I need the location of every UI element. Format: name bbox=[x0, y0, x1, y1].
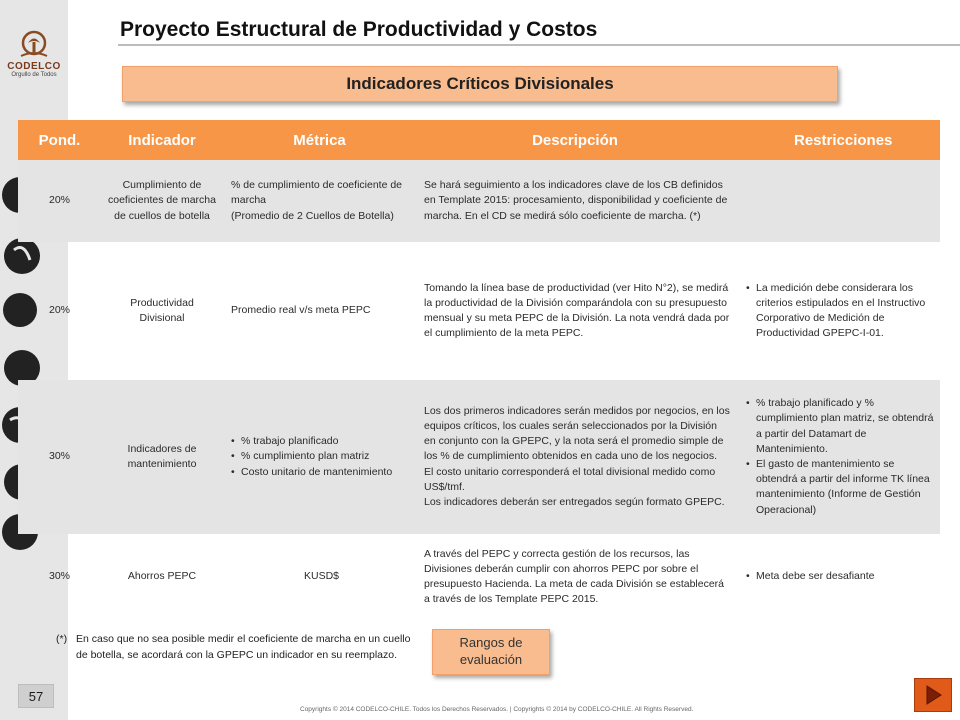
cell-descripcion bbox=[416, 380, 734, 534]
cell-indicador: Ahorros PEPC bbox=[127, 570, 197, 583]
cell-descripcion bbox=[416, 242, 734, 380]
descripcion-text: Tomando la línea base de productividad (ver Hito N°2), se medirá la productividad de la División comparándola con su presupuesto mensual y su meta PEPC de la División. La nota vendrá dada por el cumplimiento de la meta PEPC. bbox=[424, 281, 730, 340]
cell-restricciones bbox=[734, 534, 940, 620]
cell-metrica: Promedio real v/s meta PEPC bbox=[231, 304, 371, 317]
footnote bbox=[56, 632, 416, 664]
metrica-line: (Promedio de 2 Cuellos de Botella) bbox=[231, 209, 394, 222]
descripcion-text: A través del PEPC y correcta gestión de los recursos, las Divisiones deberán cumplir con ahorros PEPC por sobre el presupuesto Hacienda. La meta de cada División se establecerá a través de los Template PEPC 2015. bbox=[424, 547, 725, 606]
copyright-text: Copyrights © 2014 CODELCO-CHILE. Todos los Derechos Reservados. | Copyrights © 2014 by CODELCO-CHILE. All Rights Reserved. bbox=[300, 706, 694, 713]
table-row bbox=[18, 160, 940, 242]
cell-pond: 30% bbox=[48, 450, 70, 463]
codelco-logo bbox=[4, 30, 64, 78]
metrica-item: • % trabajo planificado bbox=[231, 434, 392, 449]
cell-pond: 30% bbox=[48, 570, 70, 583]
codelco-emblem-icon bbox=[17, 30, 51, 60]
next-slide-button[interactable] bbox=[914, 678, 952, 712]
descripcion-text: Los dos primeros indicadores serán medidos por negocios, en los equipos críticos, los cuales serán seleccionados por la División en conjunto con la GPEPC, y la nota será el promedio simple de los % de cumplimiento obtenidos en cada uno de los negocios. bbox=[424, 404, 730, 463]
restriccion-item: • El gasto de mantenimiento se obtendrá a partir del informe TK línea mantenimiento (Informe de Gestión Operacional) bbox=[746, 457, 934, 518]
cell-restricciones bbox=[734, 160, 940, 242]
restriccion-item: • Meta debe ser desafiante bbox=[746, 569, 875, 584]
cell-descripcion bbox=[416, 160, 734, 242]
descripcion-text: El costo unitario corresponderá el total divisional medido como US$/tmf. bbox=[424, 465, 716, 493]
restriccion-item: • La medición debe considerara los criterios estipulados en el Instructivo Corporativo de Medición de Productividad GPEPC-I-01. bbox=[746, 281, 934, 342]
indicators-table bbox=[18, 120, 940, 620]
cell-metrica bbox=[223, 380, 416, 534]
cell-indicador: Cumplimiento de coeficientes de marcha de cuellos de botella bbox=[108, 179, 216, 222]
table-row bbox=[18, 380, 940, 534]
cell-metrica bbox=[223, 160, 416, 242]
section-banner: Indicadores Críticos Divisionales bbox=[122, 66, 838, 102]
cell-restricciones bbox=[734, 380, 940, 534]
descripcion-text: Se hará seguimiento a los indicadores clave de los CB definidos en Template 2015: procesamiento, disponibilidad y coeficiente de marcha. En el CD se medirá sólo coeficiente de marcha. (*) bbox=[424, 179, 728, 222]
table-row bbox=[18, 534, 940, 620]
cell-indicador: Productividad Divisional bbox=[130, 296, 194, 324]
title-divider bbox=[118, 44, 960, 46]
cell-pond: 20% bbox=[48, 194, 70, 207]
cell-pond: 20% bbox=[48, 304, 70, 317]
rangos-evaluacion-button[interactable]: Rangos de evaluación bbox=[432, 629, 550, 675]
header-metrica: Métrica bbox=[293, 131, 346, 149]
brand-name: CODELCO bbox=[7, 61, 61, 72]
footnote-mark: (*) bbox=[56, 633, 68, 645]
header-descripcion: Descripción bbox=[532, 131, 618, 149]
header-indicador: Indicador bbox=[128, 131, 196, 149]
restriccion-item: • % trabajo planificado y % cumplimiento plan matriz, se obtendrá a partir del Datamart de Mantenimiento. bbox=[746, 396, 934, 457]
metrica-line: % de cumplimiento de coeficiente de marcha bbox=[231, 179, 403, 207]
table-header bbox=[18, 120, 940, 160]
play-arrow-icon bbox=[922, 684, 944, 706]
page-title: Proyecto Estructural de Productividad y Costos bbox=[120, 18, 598, 41]
header-restricciones: Restricciones bbox=[794, 131, 893, 149]
table-row bbox=[18, 242, 940, 380]
page-number: 57 bbox=[18, 684, 54, 708]
header-pond: Pond. bbox=[38, 131, 81, 149]
brand-tagline: Orgullo de Todos bbox=[11, 72, 57, 78]
cell-indicador: Indicadores de mantenimiento bbox=[127, 442, 197, 470]
descripcion-text: Los indicadores deberán ser entregados según formato GPEPC. bbox=[424, 496, 725, 509]
footnote-text: En caso que no sea posible medir el coeficiente de marcha en un cuello de botella, se acordará con la GPEPC un indicador en su reemplazo. bbox=[76, 633, 411, 661]
cell-metrica: KUSD$ bbox=[303, 570, 339, 583]
metrica-item: • Costo unitario de mantenimiento bbox=[231, 465, 392, 480]
cell-descripcion bbox=[416, 534, 734, 620]
cell-restricciones bbox=[734, 242, 940, 380]
metrica-item: • % cumplimiento plan matriz bbox=[231, 449, 392, 464]
